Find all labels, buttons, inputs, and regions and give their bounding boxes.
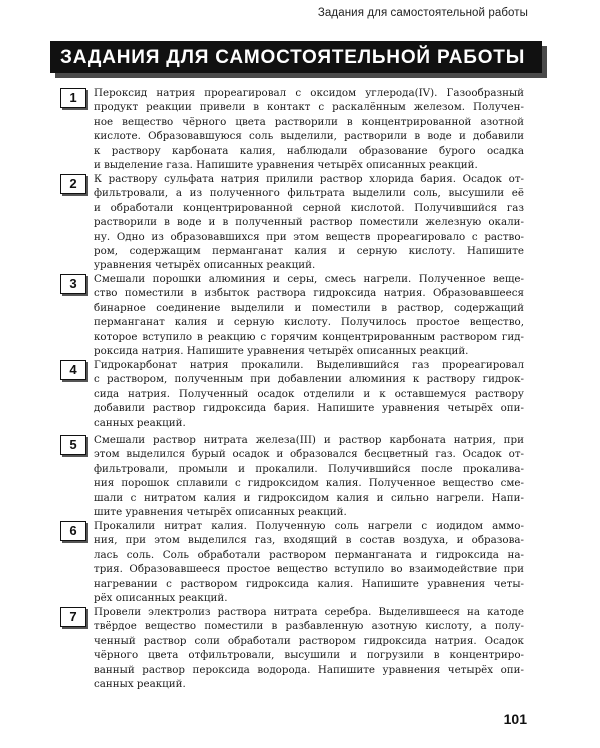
task-text-line: Гидрокарбонат натрия прокалили. Выделившийся газ прореагировал <box>94 359 524 371</box>
page-number: 101 <box>503 711 527 727</box>
task-number-box: 1 <box>60 88 86 108</box>
section-title: ЗАДАНИЯ ДЛЯ САМОСТОЯТЕЛЬНОЙ РАБОТЫ <box>60 47 526 68</box>
task-text-line: перманганат калия и серную кислоту. Получилось простое вещество, <box>94 316 524 329</box>
task-number-box: 3 <box>60 274 86 294</box>
task-number-box: 6 <box>60 521 86 541</box>
task-text-line: ром, содержащим перманганат калия и серную кислоту. Напишите <box>94 244 524 257</box>
task-text-line: бинарное соединение выделили и поместили в раствор, содержащий <box>94 301 524 314</box>
task-text-line: сида натрия. Полученный осадок отделили и к оставшемуся раствору <box>94 387 524 400</box>
task-text-line: фильтровали, промыли и прокалили. Получившийся после прокалива- <box>94 462 524 475</box>
task-text-line: Смешали порошки алюминия и серы, смесь нагрели. Полученное веще- <box>94 273 524 285</box>
task-text-line: кислоте. Образовавшуюся соль выделили, растворили в воде и добавили <box>94 130 524 143</box>
task-number-box: 5 <box>60 435 86 455</box>
task-text-line: фильтровали, а из полученного фильтрата выделили соль, высушили её <box>94 187 524 200</box>
task-text-line: трия. Образовавшееся простое вещество вступило во взаимодействие при <box>94 563 524 576</box>
section-title-bar <box>50 41 542 73</box>
task-text-line: санных реакций. <box>94 416 186 429</box>
task-text-line: Провели электролиз раствора нитрата серебра. Выделившееся на катоде <box>94 606 524 618</box>
task-text-line: роксида натрия. Напишите уравнения четырёх описанных реакций. <box>94 344 469 357</box>
task-text-line: твёрдое вещество поместили в разбавленную азотную кислоту, а полу- <box>94 620 524 633</box>
task-text <box>94 519 524 605</box>
task-text-line: шали с нитратом калия и гидроксидом калия и сильно нагрели. Напи- <box>94 491 524 504</box>
task-text-line: К раствору сульфата натрия прилили раствор хлорида бария. Осадок от- <box>94 173 524 185</box>
task-text-line: этом выделился бурый осадок и образовался бесцветный газ. Осадок от- <box>94 448 524 461</box>
task-text-line: и выделение газа. Напишите уравнения четырёх описанных реакций. <box>94 158 478 171</box>
task-text-line: рёх описанных реакций. <box>94 591 228 604</box>
task-text-line: продукт реакции привели в контакт с раскалённым железом. Получен- <box>94 101 524 114</box>
task-text-line: которое вступило в реакцию с горячим концентрированным раствором гид- <box>94 330 524 343</box>
task-number-box: 4 <box>60 360 86 380</box>
task-text-line: Пероксид натрия прореагировал с оксидом углерода(IV). Газообразный <box>94 87 524 99</box>
task-text <box>94 433 524 519</box>
task-text-line: ну. Одно из образовавшихся при этом веществ прореагировало с раство- <box>94 230 524 243</box>
task-text-line: к раствору карбоната калия, наблюдали образование бурого осадка <box>94 144 524 157</box>
task-text-line: ванный раствор пероксида водорода. Напишите уравнения четырёх опи- <box>94 663 524 676</box>
task-text <box>94 172 524 273</box>
task-text <box>94 86 524 172</box>
task-text-line: лась соль. Соль обработали раствором перманганата и гидроксида на- <box>94 548 524 561</box>
task-text-line: ния, при этом выделился газ, входящий в состав воздуха, и образова- <box>94 534 524 547</box>
running-head: Задания для самостоятельной работы <box>317 7 528 19</box>
task-text-line: санных реакций. <box>94 677 186 690</box>
task-text <box>94 358 524 430</box>
task-text-line: ное вещество чёрного цвета растворили в концентрированной азотной <box>94 115 524 128</box>
task-text-line: ния порошок сплавили с гидроксидом калия. Полученное вещество сме- <box>94 477 524 490</box>
task-text <box>94 272 524 358</box>
task-text-line: ченный раствор соли обработали раствором гидроксида натрия. Осадок <box>94 634 524 647</box>
task-text-line: добавили раствор гидроксида бария. Напишите уравнения четырёх опи- <box>94 402 524 415</box>
task-text-line: чёрного цвета отфильтровали, высушили и погрузили в концентриро- <box>94 649 524 662</box>
task-text-line: растворили в воде и в полученный раствор поместили железную окали- <box>94 216 524 229</box>
task-text-line: Прокалили нитрат калия. Полученную соль нагрели с иодидом аммо- <box>94 520 524 532</box>
task-text-line: и обработали концентрированной серной кислотой. Получившийся газ <box>94 201 524 214</box>
task-text-line: нагревании с раствором гидроксида калия. Напишите уравнения четы- <box>94 577 524 590</box>
task-text <box>94 605 524 691</box>
task-number-box: 7 <box>60 607 86 627</box>
task-text-line: уравнения четырёх описанных реакций. <box>94 259 316 272</box>
task-text-line: с раствором, полученным при добавлении алюминия к раствору гидрок- <box>94 373 524 386</box>
task-text-line: Смешали раствор нитрата железа(III) и раствор карбоната натрия, при <box>94 434 524 446</box>
task-number-box: 2 <box>60 174 86 194</box>
task-text-line: шите уравнения четырёх описанных реакций. <box>94 505 347 518</box>
task-text-line: ство поместили в избыток раствора гидроксида натрия. Образовавшееся <box>94 287 524 300</box>
